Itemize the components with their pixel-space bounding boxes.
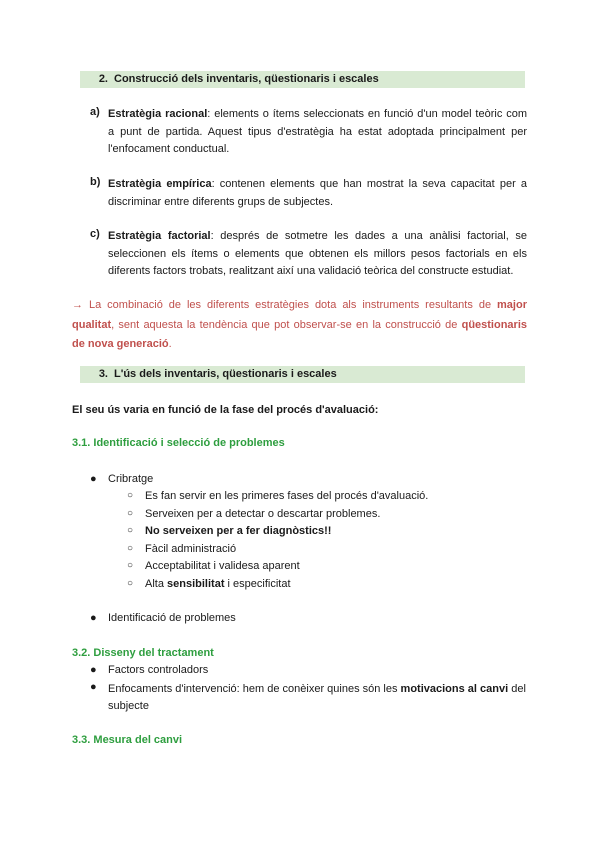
subbullet-6-bold: sensibilitat xyxy=(167,578,225,590)
bullet-enfocaments-bold: motivacions al canvi xyxy=(400,683,509,695)
bullet-icon: ● xyxy=(90,664,97,676)
strategy-c-text: : després de sotmetre les dades a una anàlisi factorial, se seleccionen els ítems o elements que obtenen els millors pesos factorials en els diferents factors trobats, realitzant així una validació teòrica del constructe estudiat. xyxy=(108,230,528,277)
circle-bullet-icon: ○ xyxy=(127,560,134,571)
bullet-cribratge-text: Cribratge xyxy=(108,473,154,485)
circle-bullet-icon: ○ xyxy=(127,543,134,554)
note-text-2: , sent aquesta la tendència que pot observar-se en la construcció de xyxy=(111,318,462,331)
usage-intro: El seu ús varia en funció de la fase del procés d'avaluació: xyxy=(72,404,379,416)
strategy-b-name: Estratègia empírica xyxy=(108,178,212,190)
bullet-icon: ● xyxy=(90,681,97,693)
subbullet-2-text: Serveixen per a detectar o descartar problemes. xyxy=(145,508,381,520)
bullet-identificacio-text: Identificació de problemes xyxy=(108,612,236,624)
section-2-header xyxy=(80,71,525,88)
bullet-icon: ● xyxy=(90,473,97,485)
circle-bullet-icon: ○ xyxy=(127,490,134,501)
strategy-c-name: Estratègia factorial xyxy=(108,230,211,242)
strategy-c xyxy=(90,228,527,281)
subbullet-3-text: No serveixen per a fer diagnòstics!! xyxy=(145,525,332,537)
bullet-icon: ● xyxy=(90,612,97,624)
circle-bullet-icon: ○ xyxy=(127,525,134,536)
subbullet-5-text: Acceptabilitat i validesa aparent xyxy=(145,560,300,572)
subsection-3-3-title: 3.3. Mesura del canvi xyxy=(72,734,183,746)
subsection-3-1-title: 3.1. Identificació i selecció de problemes xyxy=(72,437,285,449)
strategy-c-label: c) xyxy=(90,228,100,240)
strategy-a-name: Estratègia racional xyxy=(108,108,208,120)
bullet-factors-text: Factors controladors xyxy=(108,664,209,676)
strategy-a-label: a) xyxy=(90,106,100,118)
bullet-enfocaments-text-c: del subjecte xyxy=(108,683,526,712)
section-3-header xyxy=(80,366,525,383)
section-2-title: Construcció dels inventaris, qüestionaris i escales xyxy=(114,73,379,85)
section-3-number: 3. xyxy=(98,368,108,380)
bullet-enfocaments-text-a: Enfocaments d'intervenció: hem de conèixer quines són les xyxy=(108,683,401,695)
circle-bullet-icon: ○ xyxy=(127,508,134,519)
strategy-b-label: b) xyxy=(90,176,101,188)
strategy-a xyxy=(90,106,527,159)
circle-bullet-icon: ○ xyxy=(127,578,134,589)
subbullet-1-text: Es fan servir en les primeres fases del procés d'avaluació. xyxy=(145,490,429,502)
note-text-1: → La combinació de les diferents estratègies dota als instruments resultants de xyxy=(72,299,498,311)
bullet-enfocaments xyxy=(90,681,527,715)
note-bold-2: qüestionaris de nova generació xyxy=(72,318,527,350)
section-3-title: L'ús dels inventaris, qüestionaris i escales xyxy=(114,368,337,380)
subbullet-6-text-c: i especificitat xyxy=(224,578,291,590)
strategy-b-text: : contenen elements que han mostrat la seva capacitat per a discriminar entre diferents grups de subjectes. xyxy=(108,178,527,208)
strategy-b xyxy=(90,176,527,211)
section-2-number: 2. xyxy=(98,73,108,85)
subsection-3-2-title: 3.2. Disseny del tractament xyxy=(72,647,214,659)
note-text-3: . xyxy=(168,338,172,350)
combination-note xyxy=(72,296,527,355)
subbullet-4-text: Fàcil administració xyxy=(145,543,237,555)
subbullet-6-text-a: Alta xyxy=(145,578,168,590)
note-bold-1: major qualitat xyxy=(72,299,527,331)
strategy-a-text: : elements o ítems seleccionats en funció d'un model teòric com a punt de partida. Aquest tipus d'estratègia ha estat adoptada principalment per l'enfocament conductual. xyxy=(108,108,527,155)
